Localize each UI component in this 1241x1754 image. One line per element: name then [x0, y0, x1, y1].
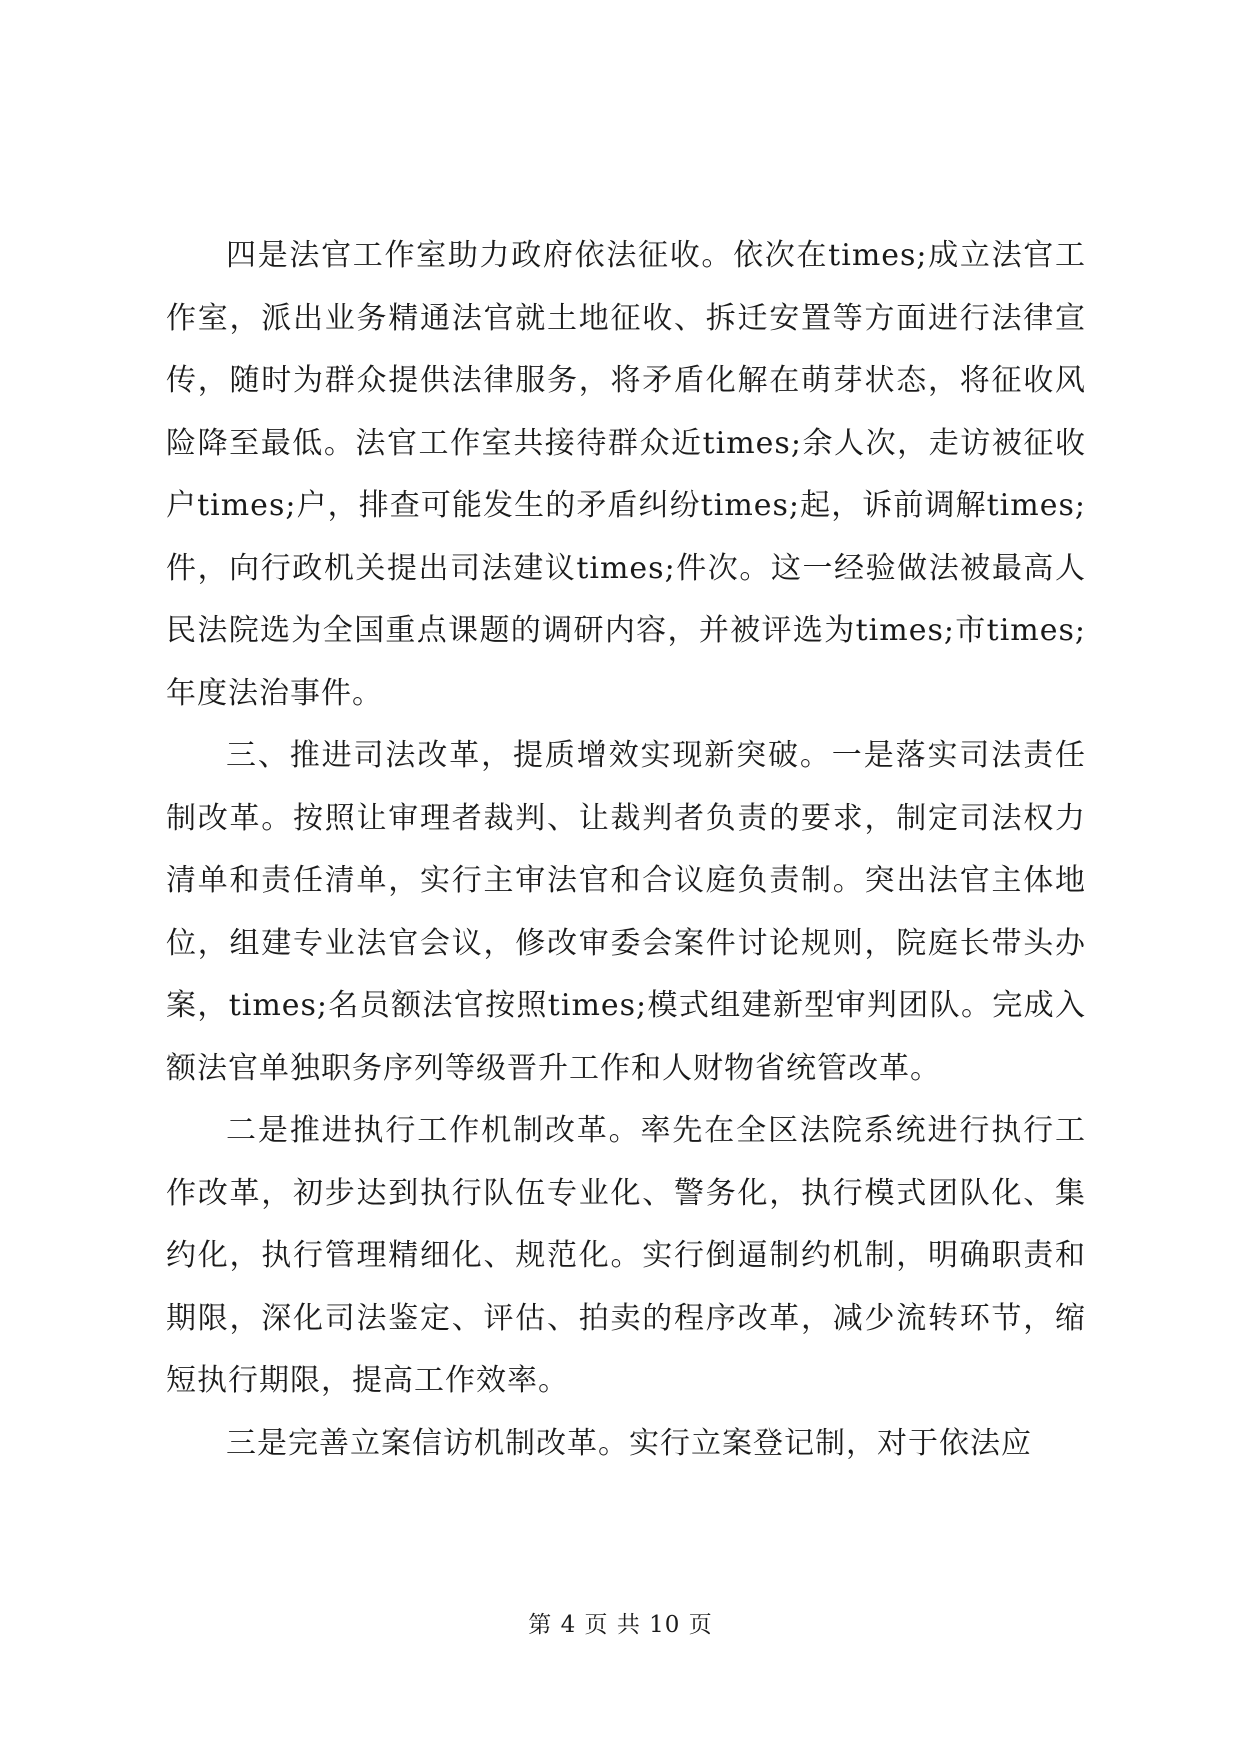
paragraph-1: 四是法官工作室助力政府依法征收。依次在times;成立法官工作室，派出业务精通法官就土地征收、拆迁安置等方面进行法律宣传，随时为群众提供法律服务，将矛盾化解在萌芽状态，将征收风险降至最低。法官工作室共接待群众近times;余人次，走访被征收户times;户，排查可能发生的矛盾纠纷times;起，诉前调解times;件，向行政机关提出司法建议times;件次。这一经验做法被最高人民法院选为全国重点课题的调研内容，并被评选为times;市times;年度法治事件。	[166, 238, 1086, 711]
paragraph-2: 三、推进司法改革，提质增效实现新突破。一是落实司法责任制改革。按照让审理者裁判、让裁判者负责的要求，制定司法权力清单和责任清单，实行主审法官和合议庭负责制。突出法官主体地位，组建专业法官会议，修改审委会案件讨论规则，院庭长带头办案，times;名员额法官按照times;模式组建新型审判团队。完成入额法官单独职务序列等级晋升工作和人财物省统管改革。	[166, 738, 1086, 1086]
paragraph-4: 三是完善立案信访机制改革。实行立案登记制，对于依法应	[226, 1425, 1032, 1461]
paragraph-3: 二是推进执行工作机制改革。率先在全区法院系统进行执行工作改革，初步达到执行队伍专业化、警务化，执行模式团队化、集约化，执行管理精细化、规范化。实行倒逼制约机制，明确职责和期限，深化司法鉴定、评估、拍卖的程序改革，减少流转环节，缩短执行期限，提高工作效率。	[166, 1113, 1086, 1398]
page-number-footer: 第 4 页 共 10 页	[528, 1612, 713, 1638]
document-body	[166, 225, 1086, 1475]
